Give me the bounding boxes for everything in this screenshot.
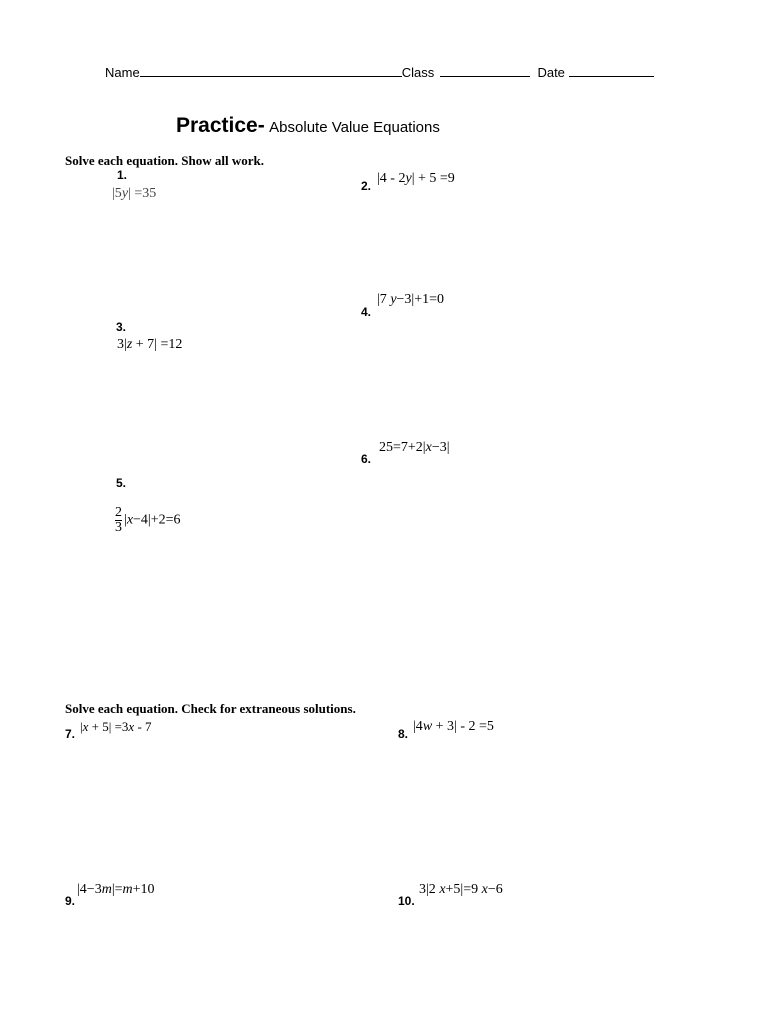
problem-number-4: 4. — [361, 305, 372, 319]
problem-equation-9: |4−3m|=m+10 — [77, 882, 155, 897]
problem-number-10: 10. — [398, 894, 415, 908]
title-main: Practice- — [176, 114, 265, 137]
name-label: Name — [105, 65, 140, 80]
date-field[interactable] — [569, 63, 654, 77]
date-label: Date — [537, 65, 565, 80]
problem-number-2: 2. — [361, 179, 372, 193]
section-instruction-1: Solve each equation. Show all work. — [65, 153, 264, 168]
page-title — [176, 114, 440, 138]
problem-number-7: 7. — [65, 727, 76, 741]
problem-equation-3: 3|z + 7| =12 — [117, 337, 183, 352]
problem-number-3: 3. — [116, 320, 127, 334]
problem-equation-10: 3|2 x+5|=9 x−6 — [419, 882, 503, 897]
problem-equation-6: 25=7+2|x−3| — [379, 440, 450, 455]
problem-equation-7: |x + 5| =3x - 7 — [80, 719, 152, 734]
problem-equation-5: $\frac{2}{3}$ |x−4|+2=6 — [115, 505, 181, 535]
problem-number-1: 1. — [117, 168, 128, 182]
problem-number-8: 8. — [398, 727, 409, 741]
class-field[interactable] — [440, 63, 530, 77]
problem-equation-2: |4 - 2y| + 5 =9 — [377, 171, 455, 186]
name-field[interactable] — [140, 63, 402, 77]
problem-number-6: 6. — [361, 452, 372, 466]
header-row — [105, 63, 654, 80]
title-sub: Absolute Value Equations — [269, 119, 440, 136]
fraction-two-thirds: $\frac{2}{3}$ — [115, 505, 122, 535]
problem-equation-4: |7 y−3|+1=0 — [377, 292, 445, 307]
problem-equation-1: |5y| =35 — [112, 186, 157, 201]
problem-number-5: 5. — [116, 476, 127, 490]
section-instruction-2: Solve each equation. Check for extraneous solutions. — [65, 701, 356, 716]
problem-equation-8: |4w + 3| - 2 =5 — [413, 719, 494, 734]
problem-number-9: 9. — [65, 894, 76, 908]
class-label: Class — [401, 65, 435, 80]
